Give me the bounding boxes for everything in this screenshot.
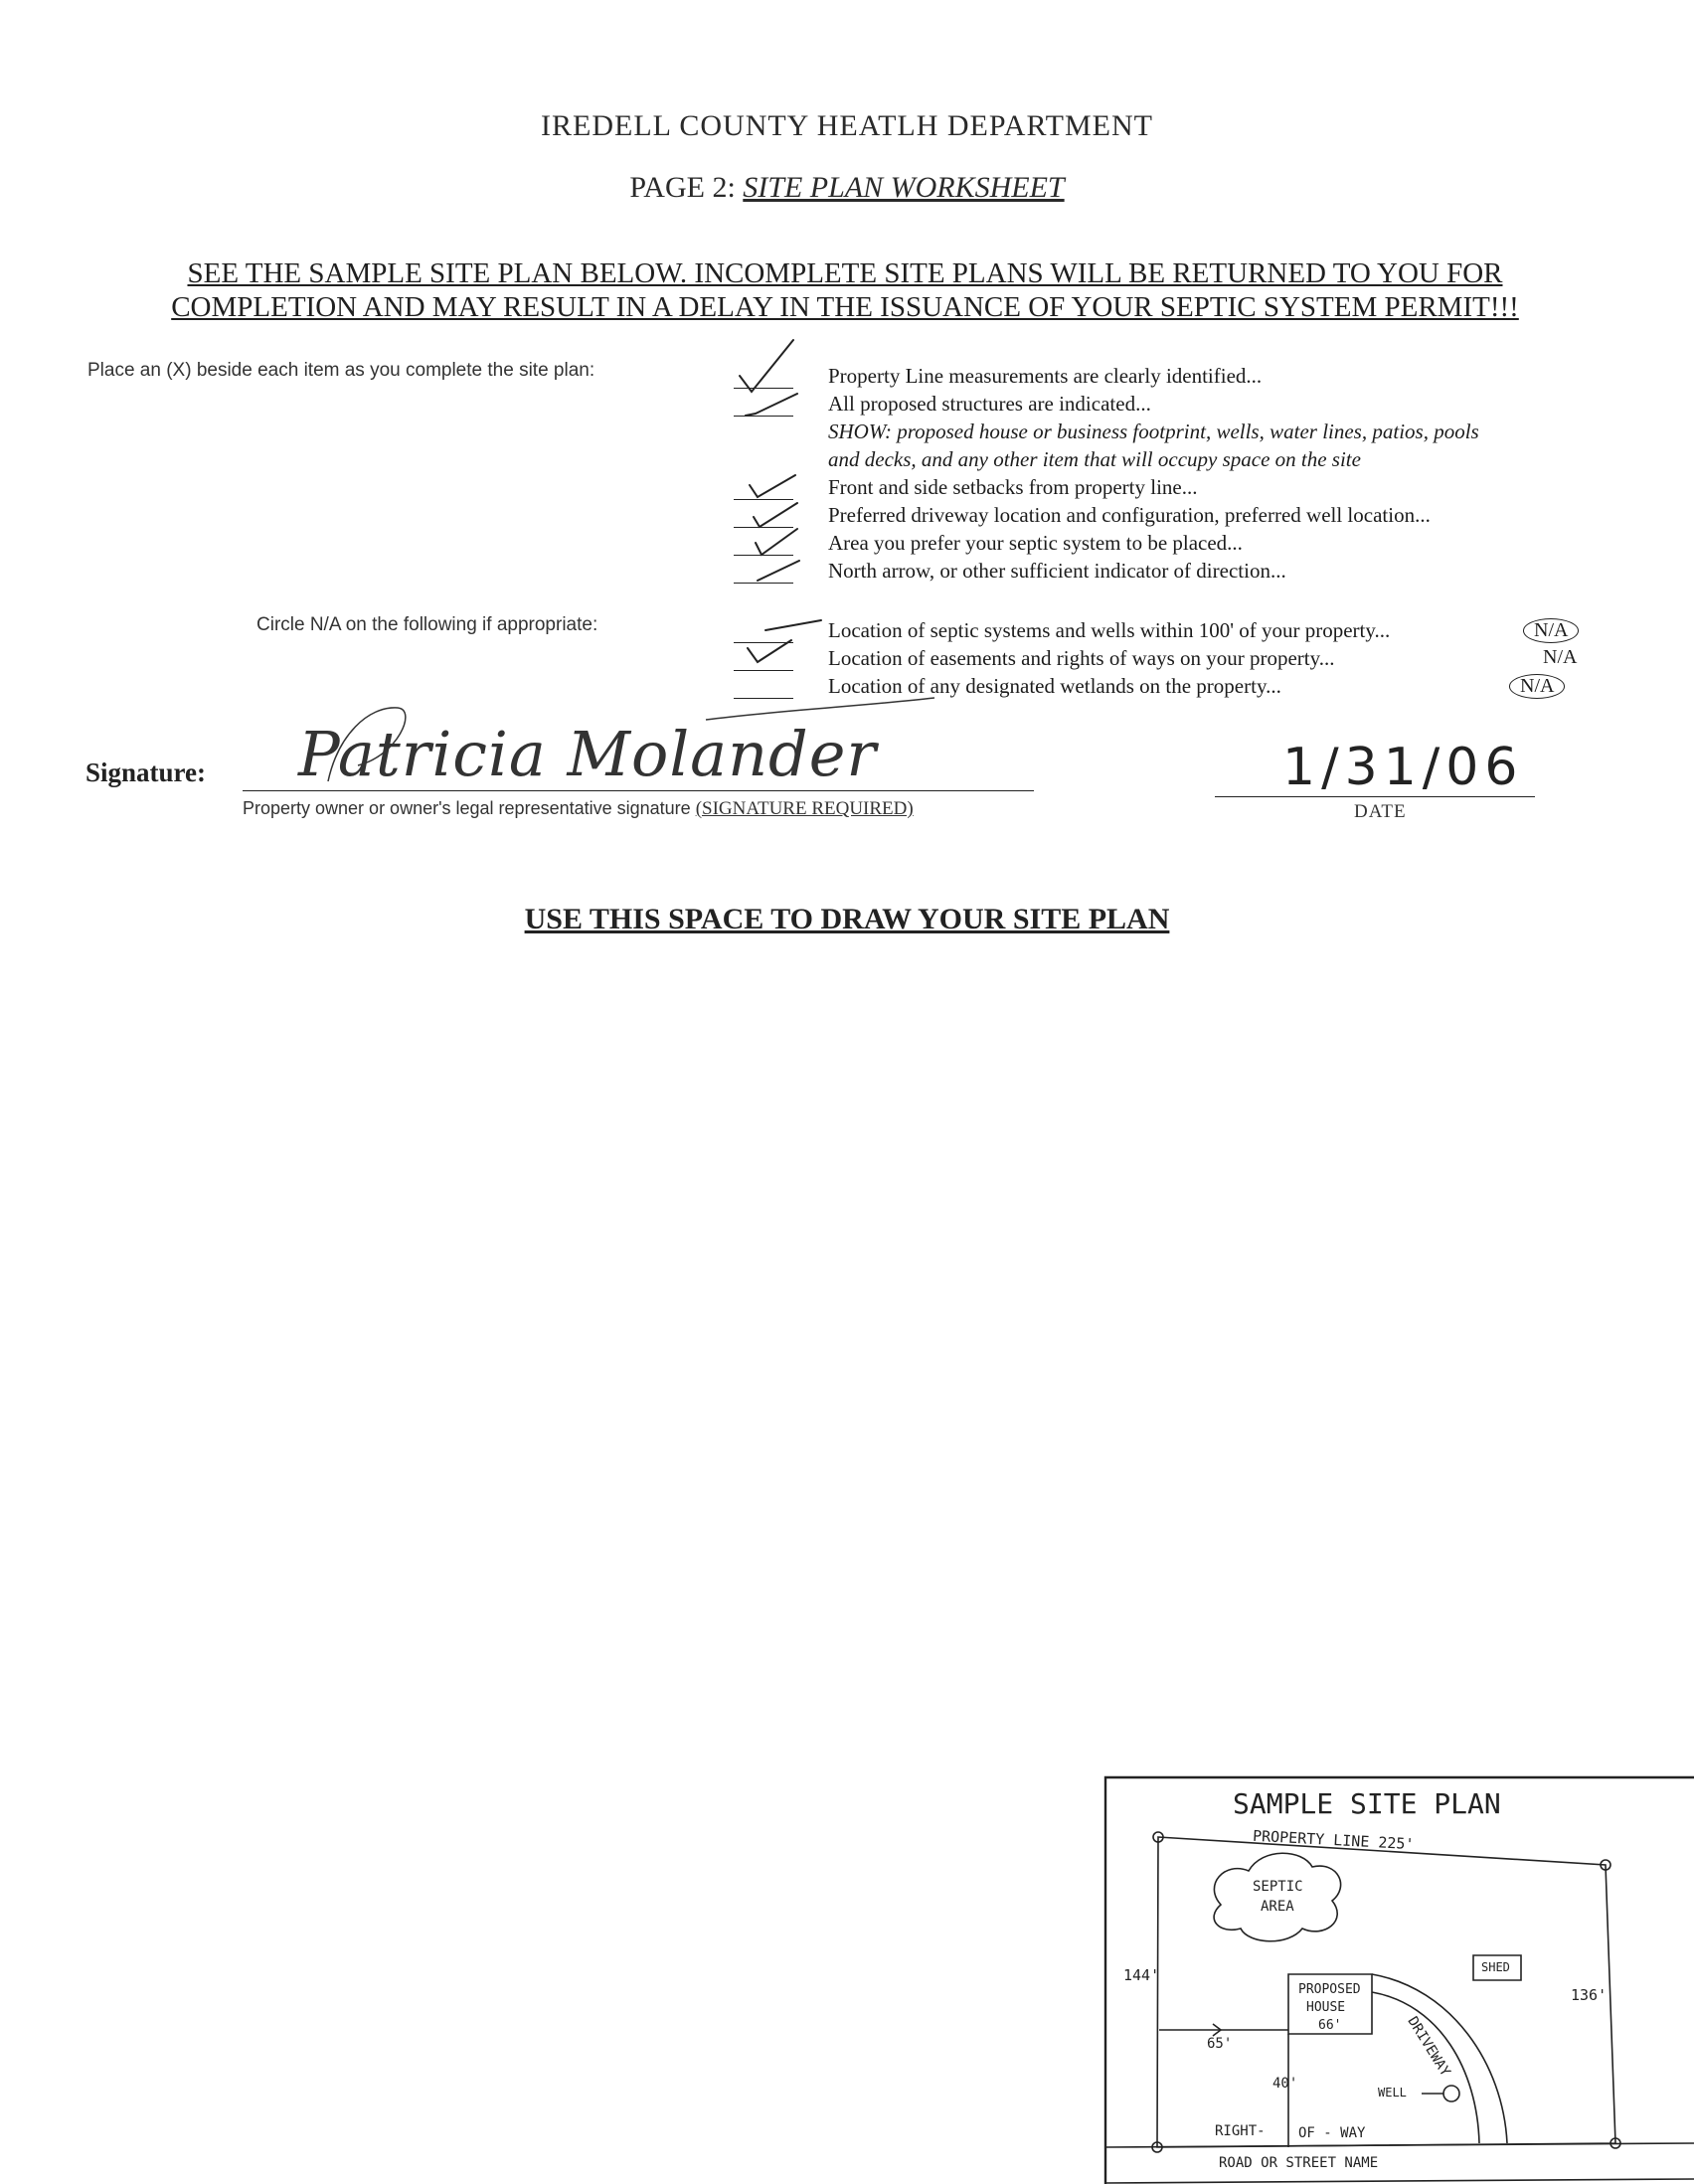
checklist-item-show-1: SHOW: proposed house or business footprint, wells, water lines, patios, pools [828, 420, 1479, 443]
sample-house-width: 66' [1318, 2018, 1342, 2033]
handwritten-signature [288, 696, 964, 795]
department-title: IREDELL COUNTY HEATLH DEPARTMENT [541, 109, 1153, 142]
check-marks [726, 334, 825, 592]
checklist-instruction: Place an (X) beside each item as you complete the site plan: [87, 360, 595, 381]
na-option-septic-wells[interactable]: N/A [1523, 618, 1579, 643]
sample-front-setback: 40' [1272, 2076, 1298, 2092]
checklist-item-structures: All proposed structures are indicated... [828, 392, 1151, 416]
sample-road-label: ROAD OR STREET NAME [1219, 2155, 1379, 2171]
sample-left-dimension: 144' [1123, 1966, 1160, 1984]
checklist-item-driveway: Preferred driveway location and configuration, preferred well location... [828, 503, 1431, 527]
page-label: PAGE 2: [629, 171, 736, 204]
sample-house-label-1: PROPOSED [1298, 1982, 1361, 1997]
sample-right-of-way-2: OF - WAY [1298, 2125, 1366, 2141]
warning-line-1: SEE THE SAMPLE SITE PLAN BELOW. INCOMPLETE SITE PLANS WILL BE RETURNED TO YOU FOR [187, 257, 1503, 289]
check-mark-icon [765, 620, 821, 630]
check-mark-icon [746, 394, 797, 416]
sample-septic-label-1: SEPTIC [1253, 1879, 1303, 1895]
check-mark-icon [756, 529, 797, 555]
signature-line [243, 790, 1034, 791]
sample-right-dimension: 136' [1571, 1986, 1608, 2004]
sample-house-label-2: HOUSE [1306, 2000, 1346, 2015]
check-mark-icon [754, 503, 797, 527]
na-item-septic-wells: Location of septic systems and wells within 100' of your property... [828, 618, 1391, 642]
na-check-marks [726, 606, 825, 676]
na-item-easements: Location of easements and rights of ways on your property... [828, 646, 1335, 670]
date-line [1215, 796, 1535, 797]
sample-septic-label-2: AREA [1261, 1899, 1294, 1915]
sample-well-label: WELL [1378, 2086, 1407, 2100]
sample-site-plan [1103, 1775, 1694, 2184]
check-mark-icon [750, 475, 795, 497]
check-mark-icon [758, 561, 799, 581]
checklist-item-setbacks: Front and side setbacks from property line... [828, 475, 1198, 499]
check-mark-icon [740, 340, 793, 392]
checklist-item-property-line: Property Line measurements are clearly identified... [828, 364, 1263, 388]
site-plan-drawing-area[interactable] [60, 954, 1630, 1769]
checklist-item-north-arrow: North arrow, or other sufficient indicator of direction... [828, 559, 1286, 583]
checklist-item-show-2: and decks, and any other item that will occupy space on the site [828, 447, 1361, 471]
signature-required-note: (SIGNATURE REQUIRED) [695, 798, 914, 819]
na-item-wetlands: Location of any designated wetlands on the property... [828, 674, 1281, 698]
warning-notice [109, 256, 1581, 324]
signature-caption-text: Property owner or owner's legal representative signature [243, 798, 691, 818]
sample-side-setback: 65' [1207, 2036, 1233, 2052]
handwritten-date: 1/31/06 [1282, 738, 1524, 797]
na-option-easements[interactable]: N/A [1543, 646, 1578, 668]
signature-caption [243, 798, 914, 820]
sample-right-of-way-1: RIGHT- [1215, 2123, 1266, 2139]
sample-plan-title: SAMPLE SITE PLAN [1233, 1787, 1501, 1820]
sample-property-line-label: PROPERTY LINE 225' [1252, 1826, 1415, 1854]
signature-label: Signature: [85, 757, 207, 787]
page-title [0, 171, 1694, 205]
check-mark-icon [748, 640, 791, 662]
worksheet-title: SITE PLAN WORKSHEET [743, 171, 1065, 204]
sample-driveway-label: DRIVEWAY [1404, 2014, 1453, 2080]
sample-shed-label: SHED [1481, 1960, 1510, 1974]
draw-area-heading: USE THIS SPACE TO DRAW YOUR SITE PLAN [524, 903, 1170, 935]
signature-text: Patricia Molander [298, 718, 878, 790]
na-option-wetlands[interactable]: N/A [1509, 674, 1565, 699]
na-instruction: Circle N/A on the following if appropriate: [256, 614, 598, 635]
warning-line-2: COMPLETION AND MAY RESULT IN A DELAY IN THE ISSUANCE OF YOUR SEPTIC SYSTEM PERMIT!!! [171, 291, 1519, 323]
checklist-item-septic-area: Area you prefer your septic system to be placed... [828, 531, 1243, 555]
date-label: DATE [1354, 801, 1407, 822]
